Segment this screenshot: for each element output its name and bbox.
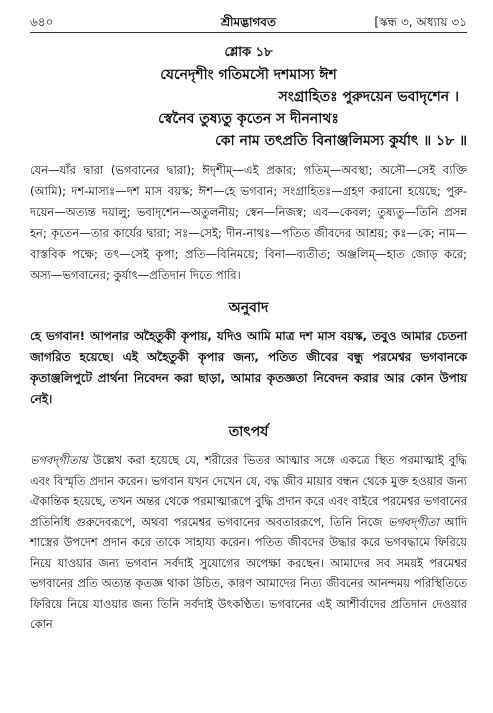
verse-line: যেনেদৃশীং গতিমসৌ দশমাস্য ঈশ [160, 67, 337, 83]
synonyms-paragraph: যেন—যাঁর দ্বারা (ভগবানের দ্বারা); ঈদৃশীম্—এই প্রকার; গতিম্—অবস্থা; অসৌ—সেই ব্যক্তি (আমি); দশ-মাস্যঃ—দশ মাস বয়স্ক; ঈশ—হে ভগবান; সংগ্রাহিতঃ—গ্রহণ করানো হয়েছে; পুরু-দয়েন—অত্যন্ত দয়ালু; ভবাদৃশেন—অতুলনীয়; স্বেন—নিজস্ব; এব—কেবল; তুষ্যতু—তিনি প্রসন্ন হন; কৃতেন—তার কার্যের দ্বারা; সঃ—সেই; দীন-নাথঃ—পতিত জীবদের আশ্রয়; কঃ—কে; নাম—বাস্তবিক পক্ষে; তৎ—সেই কৃপা; প্রতি—বিনিময়ে; বিনা—ব্যতীত; অঞ্জলিম্—হাত জোড় করে; অস্য—ভগবানের; কুর্যাৎ—প্রতিদান দিতে পারি। [30, 163, 467, 282]
purport-paragraph [30, 450, 467, 635]
translation-heading: অনুবাদ [228, 300, 269, 316]
page-header [30, 10, 467, 33]
purport-text: আদি শাস্ত্রের উপদেশ প্রদান করে তাকে সাহায্য করেন। পতিত জীবদের উদ্ধার করে ভগবদ্ধামে ফিরিয়ে নিয়ে যাওয়ার জন্য ভগবান সর্বদাই সুযোগের অপেক্ষা করছেন। আমাদের সব সময়ই পরমেশ্বর ভগবানের প্রতি অত্যন্ত কৃতজ্ঞ থাকা উচিত, কারণ আমাদের নিত্য জীবনের আনন্দময় পরিস্থিতিতে ফিরিয়ে নিয়ে যাওয়ার জন্য তিনি সর্বদাই উৎকণ্ঠিত। ভগবানের এই আশীর্বাদের প্রতিদান দেওয়ার কোন [30, 514, 467, 631]
book-title: শ্রীমদ্ভাগবত [220, 15, 276, 29]
chapter-reference: [স্কন্ধ ৩, অধ্যায় ৩১ [374, 15, 467, 29]
translation-paragraph: হে ভগবান! আপনার অহৈতুকী কৃপায়, যদিও আমি মাত্র দশ মাস বয়স্ক, তবুও আমার চেতনা জাগরিত হয়েছে। এই অহৈতুকী কৃপার জন্য, পতিত জীবের বন্ধু পরমেশ্বর ভগবানকে কৃতাঞ্জলিপুটে প্রার্থনা নিবেদন করা ছাড়া, আমার কৃতজ্ঞতা নিবেদন করার আর কোন উপায় নেই। [30, 329, 467, 406]
verse-line: স্বেনৈব তুষ্যতু কৃতেন স দীননাথঃ [158, 111, 339, 127]
verse-line: সংগ্রাহিতঃ পুরুদয়েন ভবাদৃশেন । [278, 89, 459, 105]
purport-heading: তাৎপর্য [228, 424, 269, 440]
verse-line: কো নাম তৎপ্রতি বিনাঞ্জলিমস্য কুর্যাৎ ॥ ১৮ ॥ [215, 133, 467, 149]
verse-number: শ্লোক ১৮ [224, 45, 273, 60]
page-number: ৬৪০ [30, 15, 54, 29]
book-name: ভগবদ্‌গীতায় [30, 453, 88, 467]
book-name: ভগবদ্‌গীতা [387, 514, 439, 529]
purport-text: উল্লেখ করা হয়েছে যে, শরীরের ভিতর আত্মার সঙ্গে একত্রে স্থিত পরমাত্মাই বুদ্ধি এবং বিস্মৃতি প্রদান করেন। ভগবান যখন দেখেন যে, বদ্ধ জীব মায়ার বন্ধন থেকে মুক্ত হওয়ার জন্য ঐকান্তিক হয়েছে, তখন অন্তর থেকে পরমাত্মারূপে বুদ্ধি প্রদান করে এবং বাইরে পরমেশ্বর ভগবানের প্রতিনিধি গুরুদেবরূপে, অথবা পরমেশ্বর ভগবানের অবতাররূপে, তিনি নিজে [30, 453, 467, 529]
sanskrit-verse [30, 43, 467, 152]
